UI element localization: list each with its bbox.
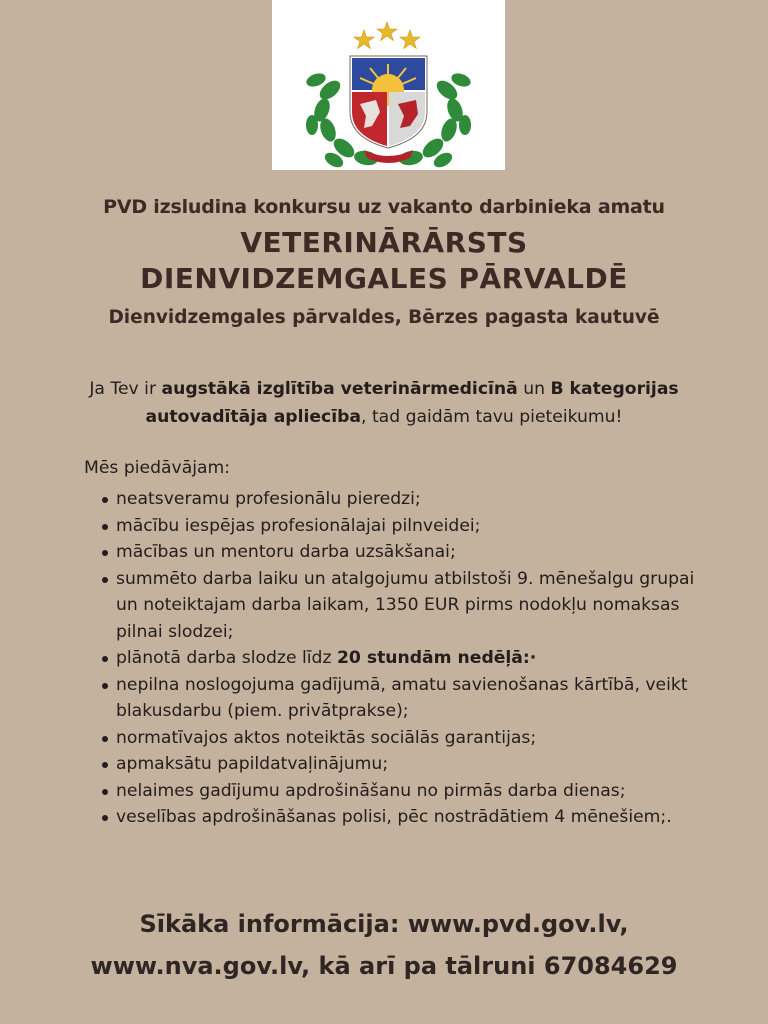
requirements-paragraph: [70, 375, 698, 431]
requirements-prefix: Ja Tev ir: [89, 379, 162, 399]
list-item: apmaksātu papildatvaļinājumu;: [116, 751, 716, 778]
requirements-middle: un: [517, 379, 551, 399]
list-item: mācības un mentoru darba uzsākšanai;: [116, 539, 716, 566]
job-location: Dienvidzemgales pārvaldes, Bērzes pagasta kautuvē: [108, 307, 660, 328]
list-item: nepilna noslogojuma gadījumā, amatu savienošanas kārtībā, veikt blakusdarbu (piem. privātprakse);: [116, 672, 716, 725]
contact-info-line1: Sīkāka informācija: www.pvd.gov.lv,: [139, 910, 629, 938]
list-item: mācību iespējas profesionālajai pilnveidei;: [116, 513, 716, 540]
list-item: nelaimes gadījumu apdrošināšanu no pirmās darba dienas;: [116, 778, 716, 805]
workload-prefix: plānotā darba slodze līdz: [116, 648, 337, 668]
list-item: normatīvajos aktos noteiktās sociālās garantijas;: [116, 725, 716, 752]
job-title: VETERINĀRĀRSTS: [240, 226, 528, 259]
job-department: DIENVIDZEMGALES PĀRVALDĒ: [140, 262, 628, 295]
contact-info-line2: www.nva.gov.lv, kā arī pa tālruni 67084629: [90, 952, 678, 980]
offer-heading: Mēs piedāvājam:: [84, 458, 231, 478]
list-item: summēto darba laiku un atalgojumu atbilstoši 9. mēnešalgu grupai un noteiktajam darba laikam, 1350 EUR pirms nodokļu nomaksas pilnai slodzei;: [116, 566, 716, 646]
workload-hours: 20 stundām nedēļā:·: [336, 648, 537, 668]
list-item: neatsveramu profesionālu pieredzi;: [116, 486, 716, 513]
requirement-license: B kategorijas autovadītāja apliecība: [145, 379, 679, 427]
benefits-list: [98, 486, 716, 831]
latvia-coat-of-arms-icon: [272, 0, 505, 170]
intro-heading: PVD izsludina konkursu uz vakanto darbinieka amatu: [103, 196, 665, 218]
requirement-education: augstākā izglītība veterinārmedicīnā: [161, 379, 518, 399]
list-item-workload: [116, 645, 716, 672]
list-item: veselības apdrošināšanas polisi, pēc nostrādātiem 4 mēnešiem;.: [116, 804, 716, 831]
requirements-suffix: , tad gaidām tavu pieteikumu!: [361, 407, 623, 427]
crest-panel: [272, 0, 505, 170]
